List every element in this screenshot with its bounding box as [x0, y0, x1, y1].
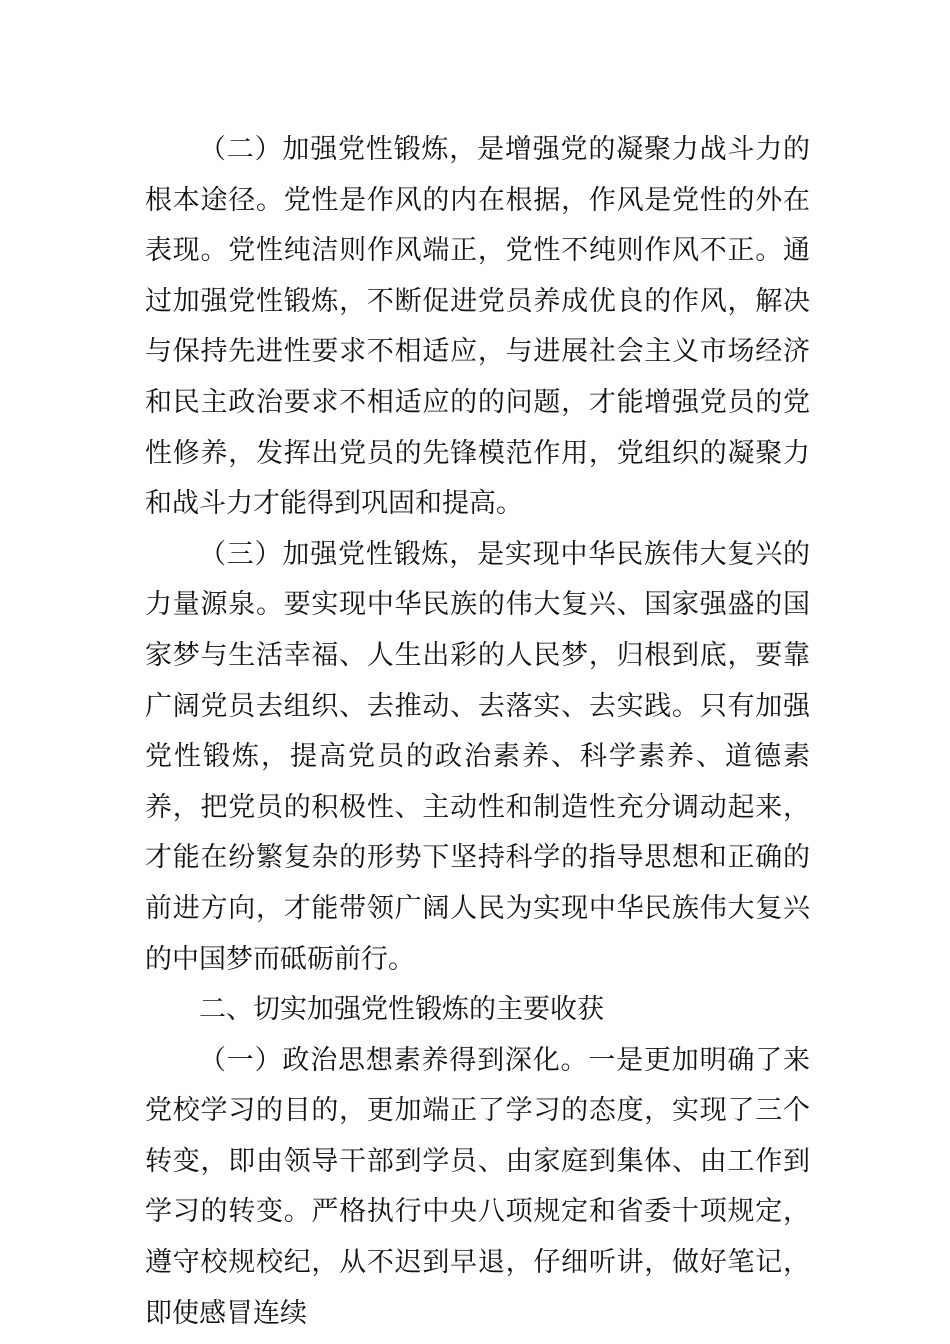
document-body: [145, 125, 810, 1339]
paragraph-national-rejuvenation: （三）加强党性锻炼，是实现中华民族伟大复兴的力量源泉。要实现中华民族的伟大复兴、国家强盛的国家梦与生活幸福、人生出彩的人民梦，归根到底，要靠广阔党员去组织、去推动、去落实、去实践。只有加强党性锻炼，提高党员的政治素养、科学素养、道德素养，把党员的积极性、主动性和制造性充分调动起来，才能在纷繁复杂的形势下坚持科学的指导思想和正确的前进方向，才能带领广阔人民为实现中华民族伟大复兴的中国梦而砥砺前行。: [145, 538, 810, 975]
section-heading-main-gains: 二、切实加强党性锻炼的主要收获: [199, 994, 604, 1026]
paragraph-party-spirit-cohesion: （二）加强党性锻炼，是增强党的凝聚力战斗力的根本途径。党性是作风的内在根据，作风是党性的外在表现。党性纯洁则作风端正，党性不纯则作风不正。通过加强党性锻炼，不断促进党员养成优良的作风，解决与保持先进性要求不相适应，与进展社会主义市场经济和民主政治要求不相适应的的问题，才能增强党员的党性修养，发挥出党员的先锋模范作用，党组织的凝聚力和战斗力才能得到巩固和提高。: [145, 134, 810, 520]
paragraph-political-literacy: （一）政治思想素养得到深化。一是更加明确了来党校学习的目的，更加端正了学习的态度，实现了三个转变，即由领导干部到学员、由家庭到集体、由工作到学习的转变。严格执行中央八项规定和省委十项规定，遵守校规校纪，从不迟到早退，仔细听讲，做好笔记，即使感冒连续: [145, 1044, 810, 1329]
